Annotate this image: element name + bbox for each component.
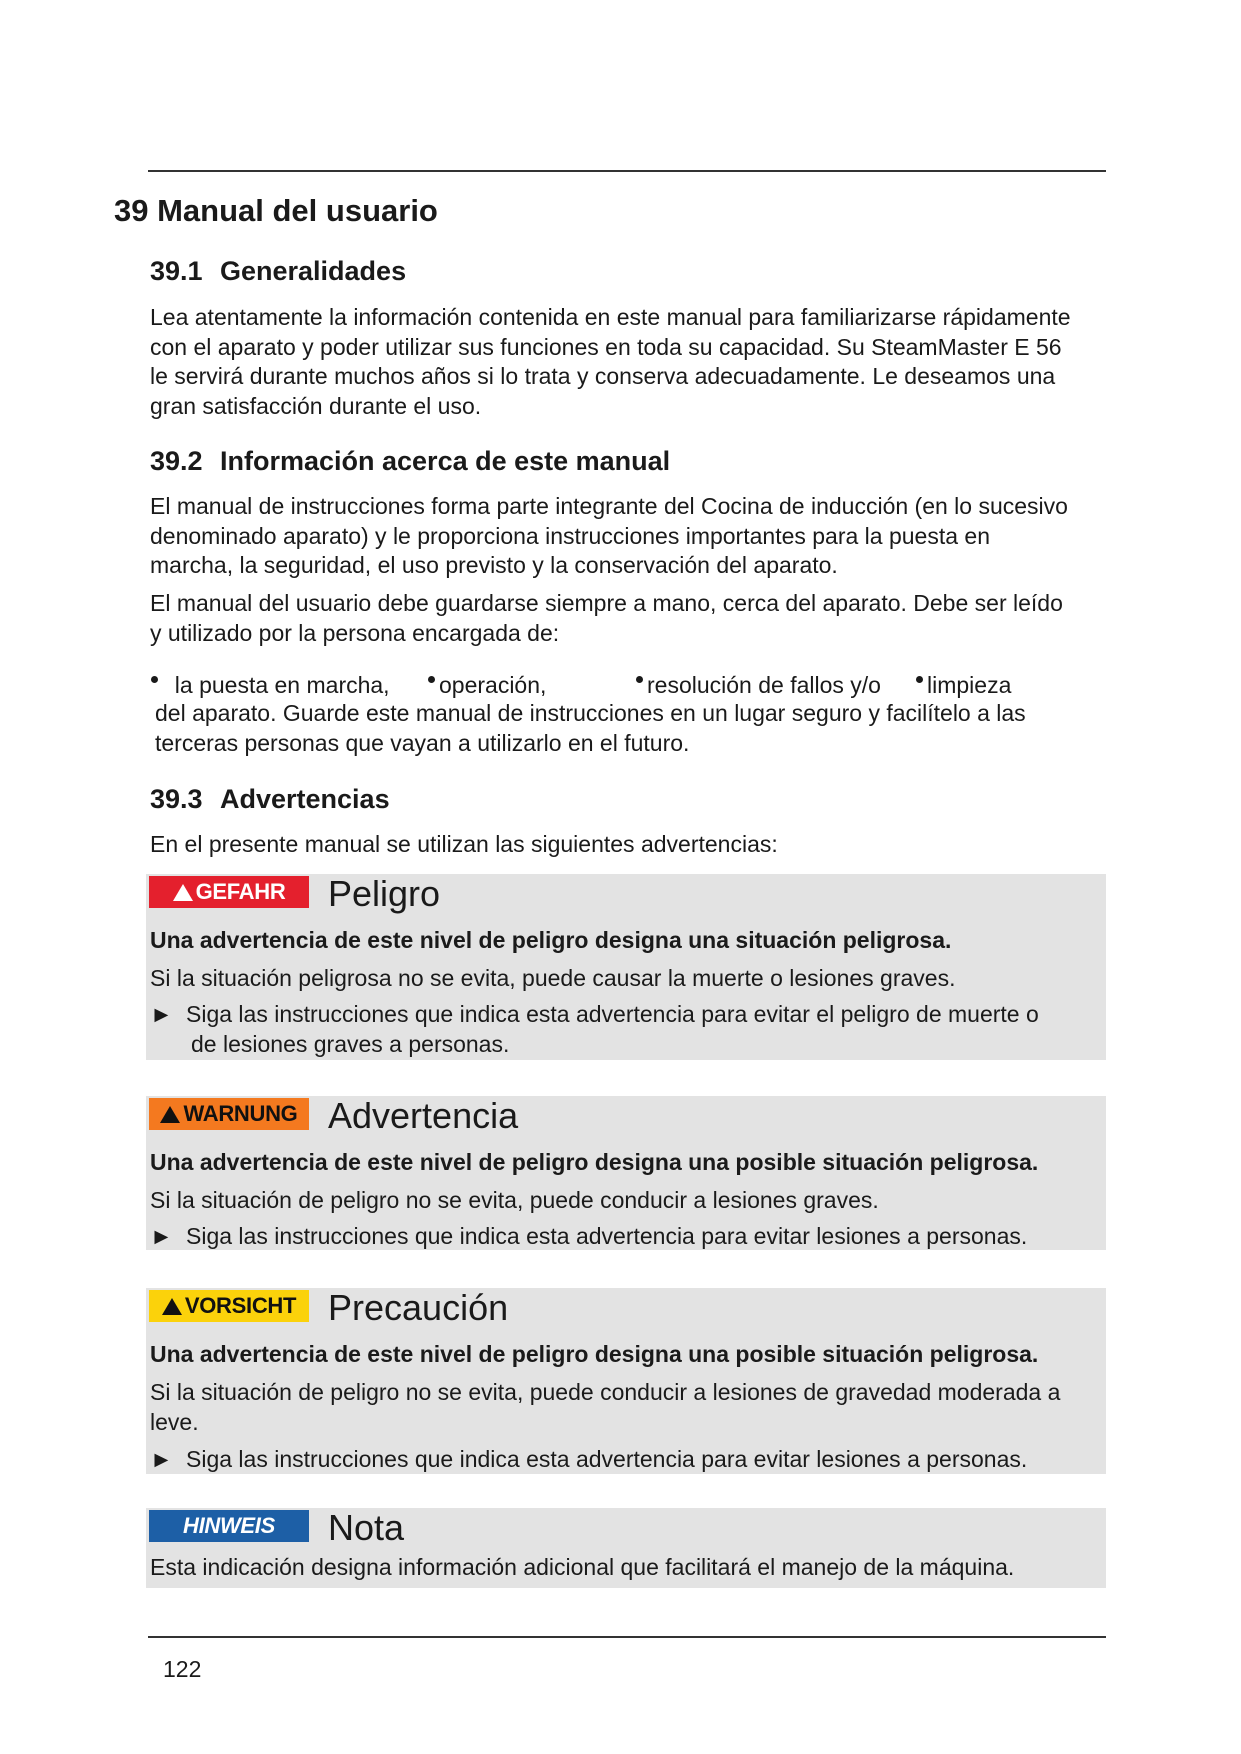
warning-definition: Una advertencia de este nivel de peligro designa una posible situación peligrosa.: [150, 1149, 1039, 1175]
text-line: terceras personas que vayan a utilizarlo en el futuro.: [155, 729, 690, 756]
warning-instruction: [150, 1000, 1100, 1059]
text-line: marcha, la seguridad, el uso previsto y la conservación del aparato.: [150, 552, 838, 578]
signal-word: GEFAHR: [195, 879, 286, 904]
warning-signal-label: [149, 1098, 309, 1130]
warning-instruction: [150, 1445, 1100, 1475]
text-line: Siga las instrucciones que indica esta advertencia para evitar el peligro de muerte o: [186, 1001, 1039, 1027]
list-item: [915, 664, 1011, 700]
footer-rule: [148, 1636, 1106, 1638]
text-line: Siga las instrucciones que indica esta advertencia para evitar lesiones a personas.: [186, 1223, 1028, 1249]
warning-title: Precaución: [328, 1287, 509, 1328]
warning-title: Advertencia: [328, 1095, 519, 1136]
warning-definition: Una advertencia de este nivel de peligro designa una situación peligrosa.: [150, 927, 952, 953]
section-heading-advertencias: [150, 784, 390, 815]
list-item: [427, 664, 546, 700]
signal-word: WARNUNG: [183, 1101, 298, 1126]
bullet-icon: [150, 664, 162, 693]
header-rule: [148, 170, 1106, 172]
text-line: con el aparato y poder utilizar sus funciones en toda su capacidad. Su SteamMaster E 56: [150, 333, 1062, 360]
caution-signal-label: [149, 1290, 309, 1322]
text-line: denominado aparato) y le proporciona instrucciones importantes para la puesta en: [150, 522, 991, 549]
section-number: 39.1: [150, 256, 203, 286]
warning-consequence: Si la situación de peligro no se evita, puede conducir a lesiones graves.: [150, 1187, 879, 1213]
text-line: Lea atentamente la información contenida en este manual para familiarizarse rápidamente: [150, 304, 1071, 330]
list-item: [635, 664, 881, 700]
paragraph-informacion-1: [150, 492, 1100, 581]
signal-word: VORSICHT: [184, 1293, 297, 1318]
chapter-title: 39 Manual del usuario: [114, 193, 438, 228]
text-line: y utilizado por la persona encargada de:: [150, 619, 560, 646]
list-item-text: operación,: [439, 672, 547, 698]
text-line: Siga las instrucciones que indica esta advertencia para evitar lesiones a personas.: [186, 1446, 1028, 1472]
warning-box-danger: [146, 874, 1106, 1060]
warning-triangle-icon: [162, 1298, 182, 1315]
bullet-icon: [635, 664, 647, 693]
bullet-icon: [427, 664, 439, 693]
warning-instruction: [150, 1222, 1100, 1252]
paragraph-advertencias-intro: En el presente manual se utilizan las siguientes advertencias:: [150, 831, 778, 857]
list-item-text: la puesta en marcha,: [174, 672, 390, 698]
warning-box-caution: [146, 1288, 1106, 1474]
warning-title: Peligro: [328, 873, 441, 914]
list-item-text: resolución de fallos y/o: [647, 672, 881, 698]
note-box: [146, 1508, 1106, 1588]
warning-triangle-icon: [160, 1106, 180, 1123]
bullet-icon: [915, 664, 927, 693]
warning-box-warning: [146, 1096, 1106, 1250]
section-heading-generalidades: [150, 256, 406, 287]
arrow-right-icon: ►: [150, 1001, 173, 1027]
bullet-list: [150, 664, 1100, 698]
warning-consequence: Si la situación peligrosa no se evita, puede causar la muerte o lesiones graves.: [150, 965, 956, 991]
warning-consequence: [150, 1378, 1100, 1437]
page-number: 122: [163, 1656, 202, 1682]
text-line: de lesiones graves a personas.: [191, 1030, 510, 1057]
arrow-right-icon: ►: [150, 1446, 173, 1472]
text-line: El manual del usuario debe guardarse siempre a mano, cerca del aparato. Debe ser leído: [150, 590, 1063, 616]
section-heading-informacion: [150, 446, 670, 477]
danger-signal-label: [149, 876, 309, 908]
text-line: del aparato. Guarde este manual de instrucciones en un lugar seguro y facilítelo a las: [155, 700, 1026, 726]
list-item: [150, 664, 390, 700]
note-signal-label: HINWEIS: [149, 1510, 309, 1542]
list-item-text: limpieza: [927, 672, 1012, 698]
text-line: Si la situación de peligro no se evita, puede conducir a lesiones de gravedad moderada a: [150, 1379, 1061, 1405]
note-title: Nota: [328, 1507, 405, 1548]
text-line: le servirá durante muchos años si lo trata y conserva adecuadamente. Le deseamos una: [150, 363, 1056, 389]
paragraph-informacion-3: [155, 699, 1105, 758]
section-number: 39.2: [150, 446, 203, 476]
paragraph-informacion-2: [150, 589, 1100, 648]
arrow-right-icon: ►: [150, 1223, 173, 1249]
text-line: leve.: [150, 1408, 199, 1435]
section-number: 39.3: [150, 784, 203, 814]
section-title: Información acerca de este manual: [220, 446, 671, 476]
paragraph-generalidades: [150, 303, 1100, 421]
text-line: El manual de instrucciones forma parte integrante del Cocina de inducción (en lo sucesivo: [150, 493, 1068, 519]
section-title: Advertencias: [220, 784, 390, 814]
text-line: gran satisfacción durante el uso.: [150, 392, 482, 419]
warning-triangle-icon: [173, 884, 193, 901]
note-text: Esta indicación designa información adicional que facilitará el manejo de la máquina.: [150, 1554, 1015, 1580]
warning-definition: Una advertencia de este nivel de peligro designa una posible situación peligrosa.: [150, 1341, 1039, 1367]
section-title: Generalidades: [220, 256, 407, 286]
